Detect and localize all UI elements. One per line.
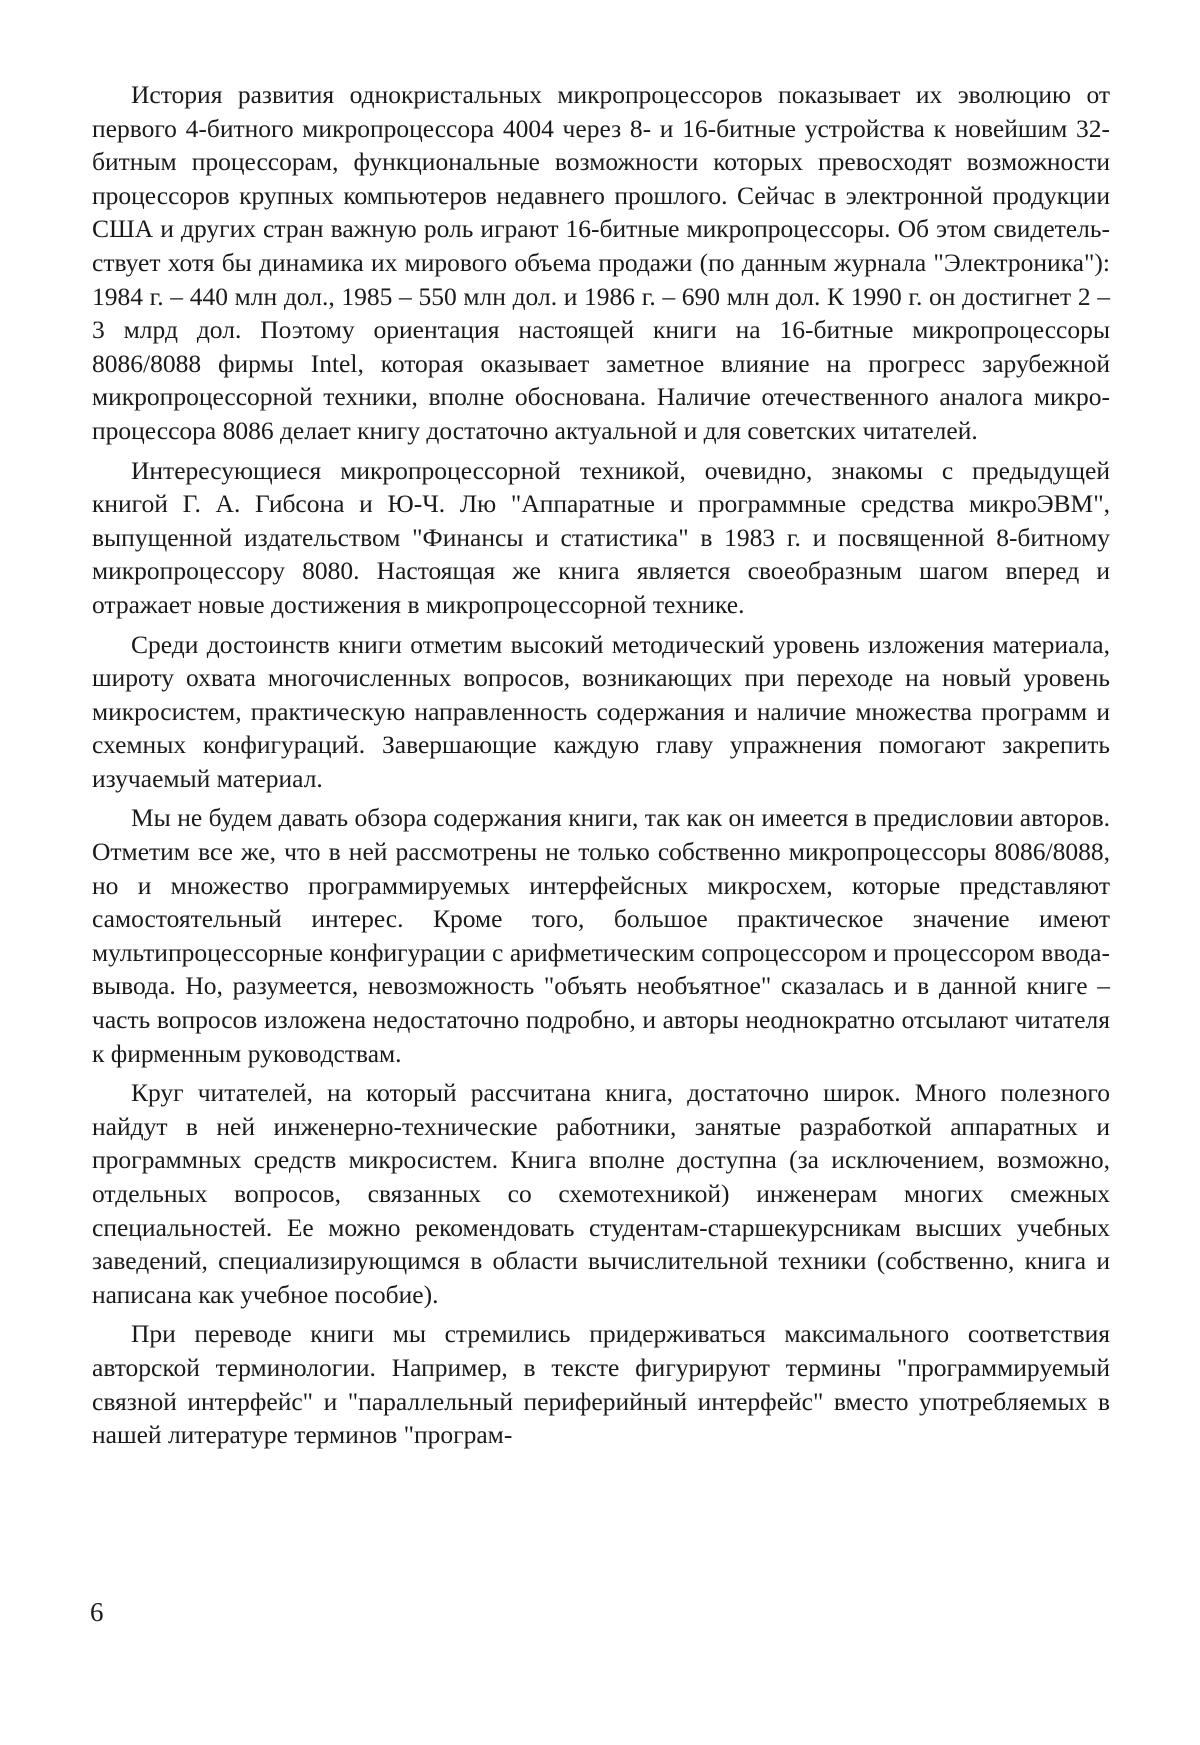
page-number: 6: [90, 1597, 104, 1627]
page-body: [92, 78, 1110, 1458]
paragraph-6: При переводе книги мы стремились придерживаться максимального соответствия авторской терминологии. Например, в тексте фигурируют термины "программируемый связной интерфейс" и "параллельный периферийный интерфейс" вместо употребляемых в нашей литературе терминов "програм-: [92, 1319, 1110, 1450]
paragraph-1: История развития однокристальных микропроцессоров показывает их эволюцию от первого 4-битного микропроцессора 4004 через 8- и 16-битные устройства к новейшим 32-битным процессорам, функциональные возможности которых превосходят возможности процессоров крупных компьютеров недавнего прошлого. Сейчас в электронной продукции США и других стран важную роль играют 16-битные микропроцессоры. Об этом свидетельствует хотя бы динамика их мирового объема продажи (по данным журнала "Электроника"): 1984 г. – 440 млн дол., 1985 – 550 млн дол. и 1986 г. – 690 млн дол. К 1990 г. он достигнет 2 – 3 млрд дол. Поэтому ориентация настоящей книги на 16-битные микропроцессоры 8086/8088 фирмы Intel, которая оказывает заметное влияние на прогресс зарубежной микропроцессорной техники, вполне обоснована. Наличие отечественного аналога микропроцессора 8086 делает книгу достаточно актуальной и для советских читателей.: [92, 80, 1110, 445]
paragraph-5: Круг читателей, на который рассчитана книга, достаточно широк. Много полезного найдут в ней инженерно-технические работники, занятые разработкой аппаратных и программных средств микросистем. Книга вполне доступна (за исключением, возможно, отдельных вопросов, связанных со схемотехникой) инженерам многих смежных специальностей. Ее можно рекомендовать студентам-старшекурсникам высших учебных заведений, специализирующимся в области вычислительной техники (собственно, книга и написана как учебное пособие).: [92, 1078, 1110, 1309]
paragraph-2: Интересующиеся микропроцессорной техникой, очевидно, знакомы с предыдущей книгой Г. А. Гибсона и Ю-Ч. Лю "Аппаратные и программные средства микроЭВМ", выпущенной издательством "Финансы и статистика" в 1983 г. и посвященной 8-битному микропроцессору 8080. Настоящая же книга является своеобразным шагом вперед и отражает новые достижения в микропроцессорной технике.: [92, 455, 1110, 619]
paragraph-3: Среди достоинств книги отметим высокий методический уровень изложения материала, широту охвата многочисленных вопросов, возникающих при переходе на новый уровень микросистем, практическую направленность содержания и наличие множества программ и схемных конфигураций. Завершающие каждую главу упражнения помогают закрепить изучаемый материал.: [92, 629, 1110, 793]
paragraph-4: Мы не будем давать обзора содержания книги, так как он имеется в предисловии авторов. Отметим все же, что в ней рассмотрены не только собственно микропроцессоры 8086/8088, но и множество программируемых интерфейсных микросхем, которые представляют самостоятельный интерес. Кроме того, большое практическое значение имеют мультипроцессорные конфигурации с арифметическим сопроцессором и процессором ввода-вывода. Но, разумеется, невозможность "объять необъятное" сказалась и в данной книге – часть вопросов изложена недостаточно подробно, и авторы неоднократно отсылают читателя к фирменным руководствам.: [92, 803, 1110, 1068]
